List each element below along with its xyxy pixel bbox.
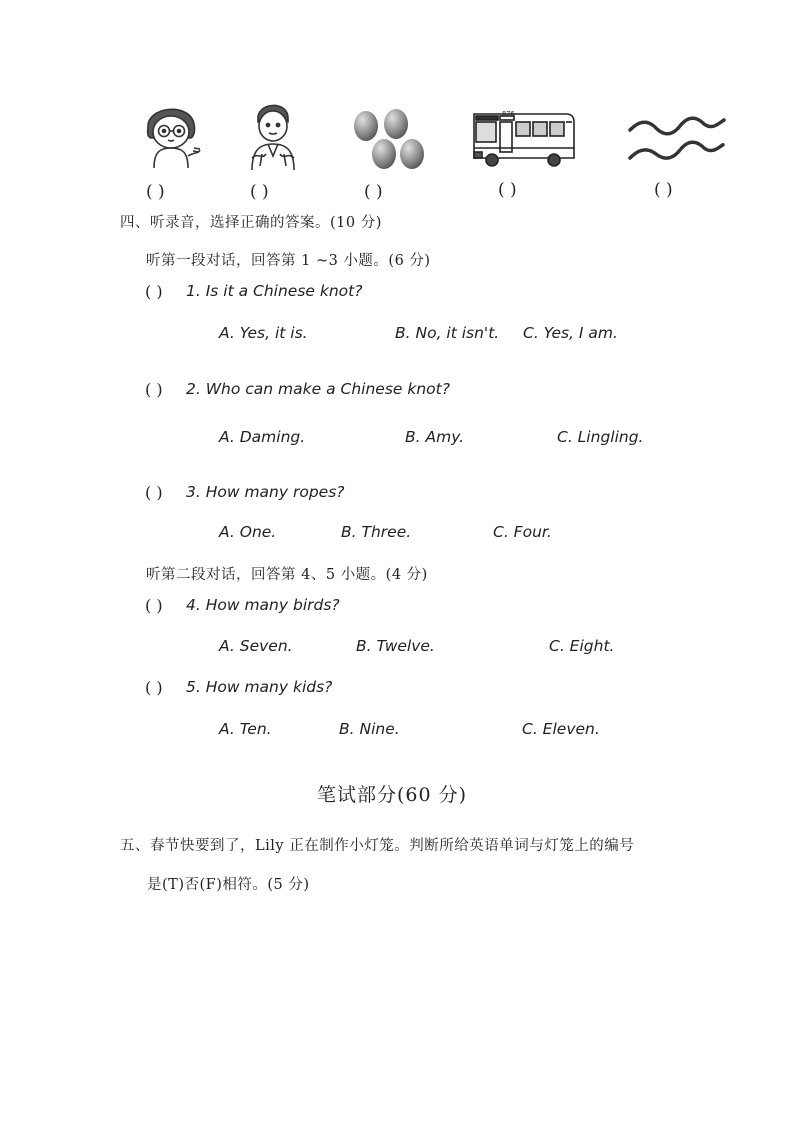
picture-5-blank[interactable]: ( ) bbox=[654, 180, 673, 200]
boy-with-rope-picture bbox=[238, 100, 308, 172]
q1-option-a[interactable]: A. Yes, it is. bbox=[219, 324, 308, 342]
question-1-text: 1. Is it a Chinese knot? bbox=[186, 282, 363, 300]
ropes-picture bbox=[626, 112, 728, 164]
q2-option-a[interactable]: A. Daming. bbox=[219, 428, 306, 446]
bus-picture bbox=[470, 108, 580, 170]
q2-option-b[interactable]: B. Amy. bbox=[405, 428, 465, 446]
picture-3-blank[interactable]: ( ) bbox=[364, 182, 383, 202]
question-2-text: 2. Who can make a Chinese knot? bbox=[186, 380, 450, 398]
girl-with-glasses-picture bbox=[138, 98, 208, 170]
eggs-picture bbox=[350, 108, 426, 172]
q2-option-c[interactable]: C. Lingling. bbox=[557, 428, 644, 446]
q4-option-a[interactable]: A. Seven. bbox=[219, 637, 293, 655]
picture-2-blank[interactable]: ( ) bbox=[250, 182, 269, 202]
question-3-text: 3. How many ropes? bbox=[186, 483, 345, 501]
q5-option-c[interactable]: C. Eleven. bbox=[522, 720, 600, 738]
q4-option-c[interactable]: C. Eight. bbox=[549, 637, 615, 655]
answer-blank-1[interactable]: ( ) bbox=[145, 282, 163, 301]
picture-4-blank[interactable]: ( ) bbox=[498, 180, 517, 200]
answer-blank-5[interactable]: ( ) bbox=[145, 678, 163, 697]
q3-option-a[interactable]: A. One. bbox=[219, 523, 277, 541]
q1-option-b[interactable]: B. No, it isn't. bbox=[395, 324, 500, 342]
section5-line1: 五、春节快要到了，Lily 正在制作小灯笼。判断所给英语单词与灯笼上的编号 bbox=[120, 838, 635, 854]
q3-option-c[interactable]: C. Four. bbox=[493, 523, 552, 541]
bus-number-label: 876 bbox=[502, 110, 515, 118]
section4-part1-instruction: 听第一段对话，回答第 1 ~3 小题。(6 分) bbox=[146, 253, 431, 269]
section5-line2: 是(T)否(F)相符。(5 分) bbox=[147, 877, 310, 893]
question-4-text: 4. How many birds? bbox=[186, 596, 340, 614]
written-part-title: 笔试部分(60 分) bbox=[317, 784, 468, 806]
section4-part2-instruction: 听第二段对话，回答第 4、5 小题。(4 分) bbox=[146, 567, 428, 583]
answer-blank-4[interactable]: ( ) bbox=[145, 596, 163, 615]
q5-option-b[interactable]: B. Nine. bbox=[339, 720, 400, 738]
q1-option-c[interactable]: C. Yes, I am. bbox=[523, 324, 618, 342]
q5-option-a[interactable]: A. Ten. bbox=[219, 720, 272, 738]
section4-heading: 四、听录音，选择正确的答案。(10 分) bbox=[120, 215, 382, 231]
answer-blank-2[interactable]: ( ) bbox=[145, 380, 163, 399]
q4-option-b[interactable]: B. Twelve. bbox=[356, 637, 435, 655]
question-5-text: 5. How many kids? bbox=[186, 678, 333, 696]
picture-1-blank[interactable]: ( ) bbox=[146, 182, 165, 202]
answer-blank-3[interactable]: ( ) bbox=[145, 483, 163, 502]
q3-option-b[interactable]: B. Three. bbox=[341, 523, 412, 541]
